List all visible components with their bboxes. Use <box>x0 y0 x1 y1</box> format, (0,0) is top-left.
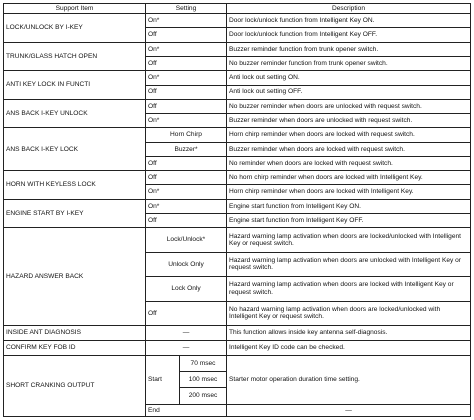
setting-cell: Off <box>146 85 227 99</box>
description-cell: Intelligent Key ID code can be checked. <box>227 341 471 355</box>
setting-cell: — <box>146 341 227 355</box>
setting-cell: Off <box>146 301 227 325</box>
description-cell: Anti lock out setting OFF. <box>227 85 471 99</box>
table-row <box>4 171 471 185</box>
item-short-cranking-output: SHORT CRANKING OUTPUT <box>4 355 146 416</box>
sub-setting-100msec: 100 msec <box>180 371 227 387</box>
header-description: Description <box>227 4 471 14</box>
setting-cell: Off <box>146 99 227 113</box>
table-row <box>4 42 471 56</box>
setting-cell: On* <box>146 42 227 56</box>
setting-cell-start: Start <box>146 355 180 404</box>
setting-cell: Off <box>146 156 227 170</box>
description-cell: Door lock/unlock function from Intelligent Key ON. <box>227 14 471 28</box>
description-cell: No hazard warning lamp activation when doors are locked/unlocked with Intelligent Key or request switch. <box>227 301 471 325</box>
setting-cell-end: End <box>146 404 227 416</box>
setting-cell: Off <box>146 171 227 185</box>
description-cell: Engine start function from Intelligent Key ON. <box>227 199 471 213</box>
setting-cell: On* <box>146 71 227 85</box>
description-cell: Buzzer reminder when doors are unlocked with request switch. <box>227 114 471 128</box>
item-anti-key-lock: ANTI KEY LOCK IN FUNCTI <box>4 71 146 100</box>
description-cell: Buzzer reminder function from trunk opener switch. <box>227 42 471 56</box>
description-cell: Anti lock out setting ON. <box>227 71 471 85</box>
setting-cell: Horn Chirp <box>146 128 227 142</box>
description-cell: Hazard warning lamp activation when doors are unlocked with Intelligent Key or request switch. <box>227 252 471 276</box>
setting-cell: Off <box>146 56 227 70</box>
table-row <box>4 341 471 355</box>
table-row <box>4 355 471 371</box>
setting-cell: On* <box>146 185 227 199</box>
setting-cell: On* <box>146 114 227 128</box>
table-row <box>4 99 471 113</box>
setting-cell: Lock Only <box>146 277 227 301</box>
description-cell: Hazard warning lamp activation when doors are locked/unlocked with Intelligent Key or request switch. <box>227 228 471 252</box>
header-setting: Setting <box>146 4 227 14</box>
support-item-table <box>3 3 471 417</box>
description-cell: No reminder when doors are locked with request switch. <box>227 156 471 170</box>
item-inside-ant-diagnosis: INSIDE ANT DIAGNOSIS <box>4 326 146 341</box>
item-horn-keyless-lock: HORN WITH KEYLESS LOCK <box>4 171 146 200</box>
description-cell: Starter motor operation duration time setting. <box>227 355 471 404</box>
description-cell: Engine start function from Intelligent Key OFF. <box>227 213 471 227</box>
table-row <box>4 326 471 341</box>
description-cell: This function allows inside key antenna self-diagnosis. <box>227 326 471 341</box>
item-hazard-answer-back: HAZARD ANSWER BACK <box>4 228 146 326</box>
item-confirm-key-fob-id: CONFIRM KEY FOB ID <box>4 341 146 355</box>
sub-setting-200msec: 200 msec <box>180 388 227 404</box>
description-cell: Hazard warning lamp activation when doors are locked with Intelligent Key or request switch. <box>227 277 471 301</box>
setting-cell: Off <box>146 213 227 227</box>
description-cell: Horn chirp reminder when doors are locked with Intelligent Key. <box>227 185 471 199</box>
setting-cell: Off <box>146 28 227 42</box>
sub-setting-70msec: 70 msec <box>180 355 227 371</box>
description-cell: Horn chirp reminder when doors are locked with request switch. <box>227 128 471 142</box>
setting-cell: On* <box>146 199 227 213</box>
table-row <box>4 14 471 28</box>
description-cell: — <box>227 404 471 416</box>
table-row <box>4 199 471 213</box>
description-cell: No buzzer reminder function from trunk opener switch. <box>227 56 471 70</box>
table-row <box>4 228 471 252</box>
table-row <box>4 71 471 85</box>
item-lock-unlock: LOCK/UNLOCK BY I-KEY <box>4 14 146 43</box>
header-support-item: Support Item <box>4 4 146 14</box>
setting-cell: — <box>146 326 227 341</box>
description-cell: No buzzer reminder when doors are unlocked with request switch. <box>227 99 471 113</box>
item-trunk-glass-hatch: TRUNK/GLASS HATCH OPEN <box>4 42 146 71</box>
support-item-table-wrapper <box>3 3 470 417</box>
description-cell: No horn chirp reminder when doors are locked with Intelligent Key. <box>227 171 471 185</box>
setting-cell: Buzzer* <box>146 142 227 156</box>
description-cell: Buzzer reminder when doors are locked with request switch. <box>227 142 471 156</box>
setting-cell: On* <box>146 14 227 28</box>
item-ans-back-unlock: ANS BACK I-KEY UNLOCK <box>4 99 146 128</box>
item-engine-start: ENGINE START BY I-KEY <box>4 199 146 228</box>
table-row <box>4 128 471 142</box>
table-header-row <box>4 4 471 14</box>
item-ans-back-lock: ANS BACK I-KEY LOCK <box>4 128 146 171</box>
description-cell: Door lock/unlock function from Intelligent Key OFF. <box>227 28 471 42</box>
setting-cell: Lock/Unlock* <box>146 228 227 252</box>
setting-cell: Unlock Only <box>146 252 227 276</box>
